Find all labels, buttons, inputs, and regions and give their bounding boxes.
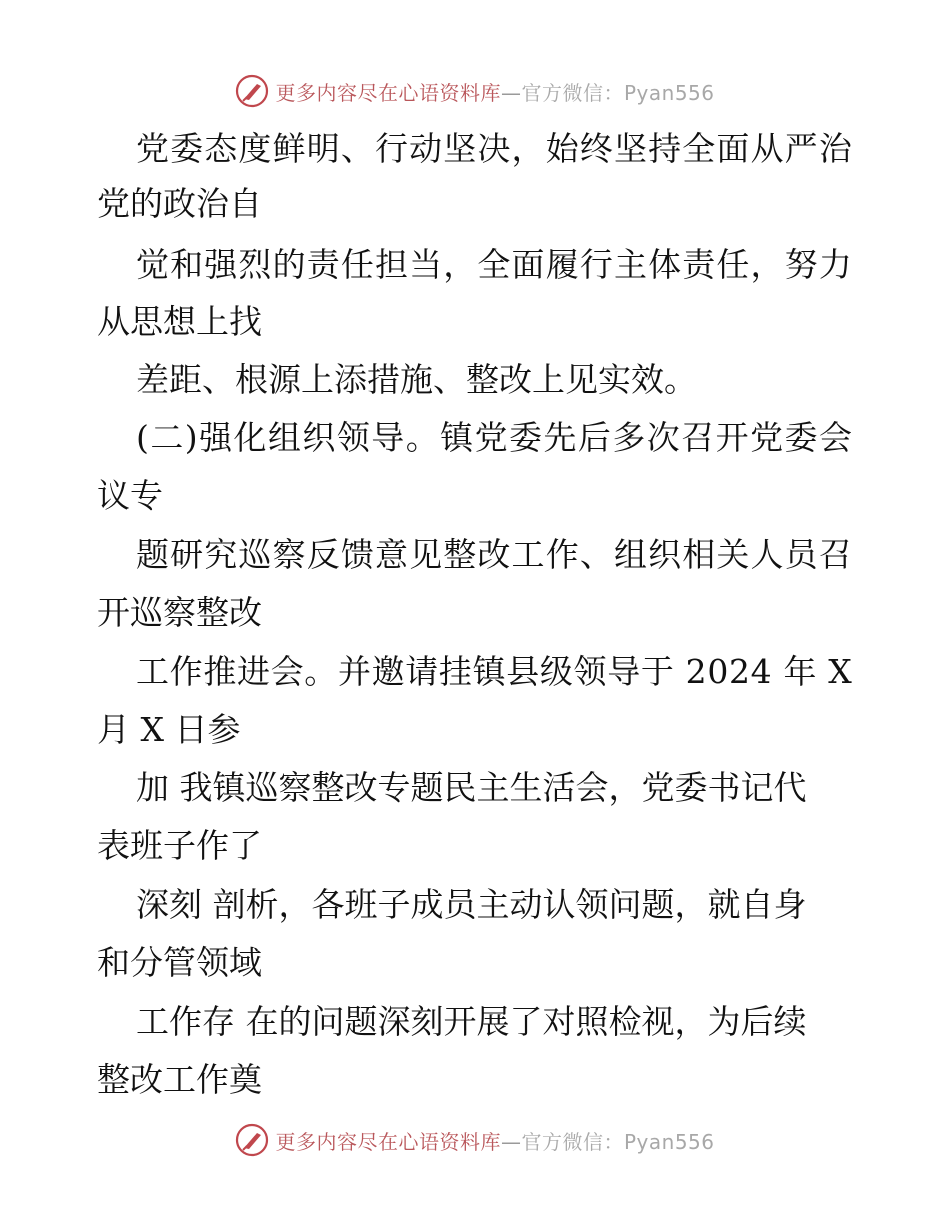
banner-official-label: 官方微信： [521,80,624,105]
banner-separator: — [500,80,522,105]
text-line: 加 我镇巡察整改专题民主生活会，党委书记代 [136,768,807,807]
text-line: 开巡察整改 [97,593,262,632]
text-line: 议专 [97,476,163,515]
text-line: 差距、根源上添措施、整改上见实效。 [136,360,697,399]
banner-official-label: 官方微信： [521,1129,624,1154]
banner-site-text: 更多内容尽在心语资料库 [275,80,501,105]
text-line: 月 X 日参 [97,710,241,749]
text-line: 觉 和 强 烈 的 责 任 担 当 ， 全 面 履 行 主 体 责 任 ， 努 力 [136,245,852,284]
quill-pen-logo-icon [235,1123,269,1157]
text-line: 从思想上找 [97,302,262,341]
text-line: 党的政治自 [97,184,262,223]
text-line: 题 研 究 巡 察 反 馈 意 见 整 改 工 作 、 组 织 相 关 人 员 召 [136,535,852,574]
text-line: 和分管领域 [97,943,262,982]
text-line: 党 委 态 度 鲜 明 、 行 动 坚 决 ， 始 终 坚 持 全 面 从 严 治 [136,129,852,168]
text-line: ( 二 ) 强 化 组 织 领 导 。 镇 党 委 先 后 多 次 召 开 党 委 会 [136,418,852,457]
banner-wechat-id: Pyan556 [623,80,715,105]
text-line: 整改工作奠 [97,1060,262,1099]
banner-text [275,1126,714,1155]
text-line: 工 作 推 进 会 。 并 邀 请 挂 镇 县 级 领 导 于 2 0 2 4 年 X [136,652,852,691]
text-line: 深刻 剖析，各班子成员主动认领问题，就自身 [136,885,807,924]
text-line: 表班子作了 [97,826,262,865]
footer-banner [0,1120,950,1160]
banner-separator: — [500,1129,522,1154]
banner-site-text: 更多内容尽在心语资料库 [275,1129,501,1154]
text-line: 工作存 在的问题深刻开展了对照检视，为后续 [136,1002,807,1041]
banner-wechat-id: Pyan556 [623,1129,715,1154]
